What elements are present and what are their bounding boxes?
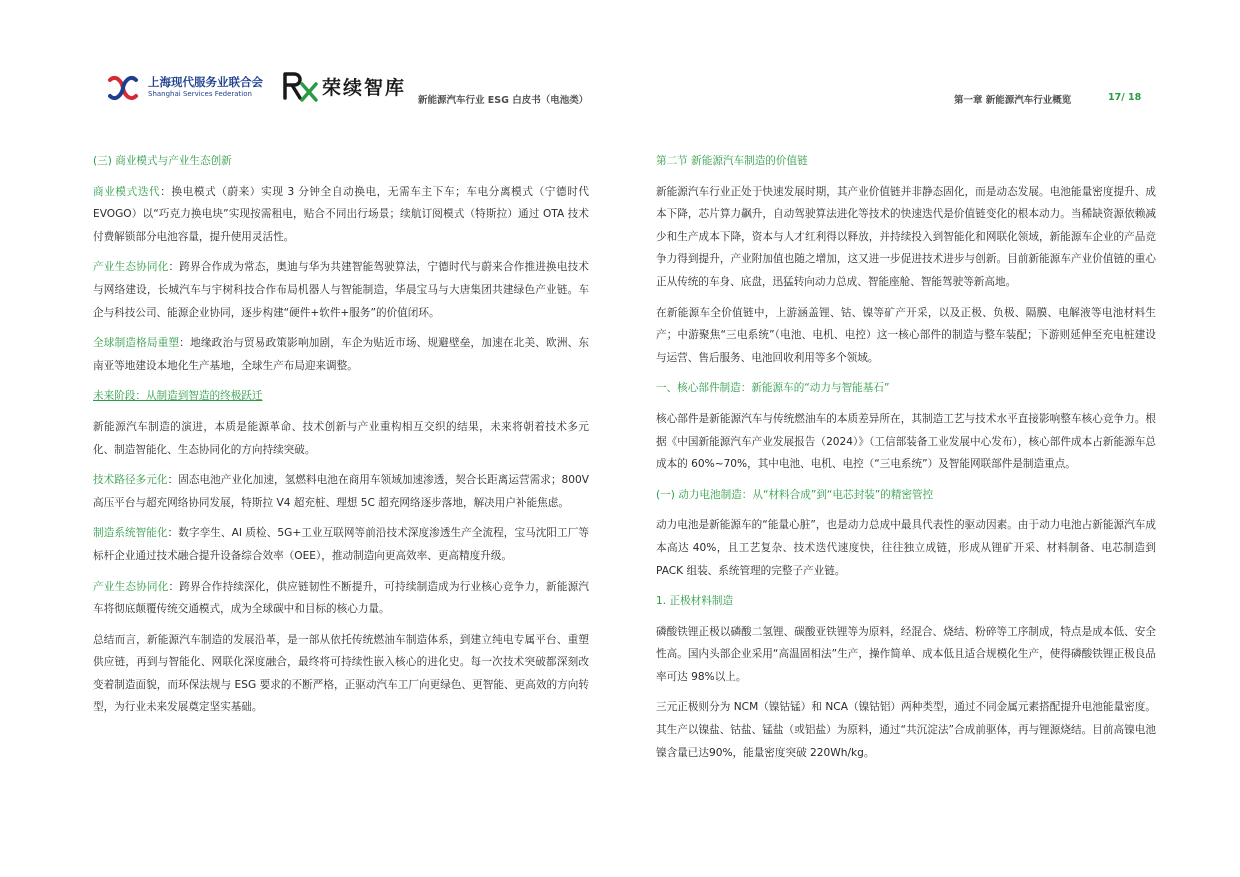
- paragraph: [93, 469, 589, 514]
- section-heading: (三) 商业模式与产业生态创新: [93, 155, 232, 167]
- paragraph: 总结而言，新能源汽车制造的发展沿革，是一部从依托传统燃油车制造体系，到建立纯电专属平台、重塑供应链，再到与智能化、网联化深度融合，最终将可持续性嵌入核心的进化史。每一次技术突破都深刻改变着制造面貌，而环保法规与 ESG 要求的不断严格，正驱动汽车工厂向更绿色、更智能、更高效的方向转型，为行业未来发展奠定坚实基础。: [93, 633, 589, 714]
- paragraph: 三元正极则分为 NCM（镍钴锰）和 NCA（镍钴铝）两种类型，通过不同金属元素搭配提升电池能量密度。其生产以镍盐、钴盐、锰盐（或铝盐）为原料，通过“共沉淀法”合成前驱体，再与锂源烧结。目前高镍电池镍含量已达90%，能量密度突破 220Wh/kg。: [656, 701, 1156, 759]
- paragraph: [93, 332, 589, 377]
- paragraph-text: ：地缘政治与贸易政策影响加剧，车企为贴近市场、规避壁垒，加速在北美、欧洲、东南亚等地建设本地化生产基地，全球生产布局迎来调整。: [93, 337, 589, 372]
- page-header: [0, 0, 1240, 120]
- paragraph-label: 商业模式迭代: [93, 185, 161, 198]
- paragraph-text: ：数字孪生、AI 质检、5G+工业互联网等前沿技术深度渗透生产全流程，宝马沈阳工厂等标杆企业通过技术融合提升设备综合效率（OEE），推动制造向更高效率、更高精度升级。: [93, 527, 590, 562]
- paragraph: [93, 576, 589, 621]
- paragraph: 动力电池是新能源车的“能量心脏”，也是动力总成中最具代表性的驱动因素。由于动力电池占新能源汽车成本高达 40%，且工艺复杂、技术迭代速度快，往往独立成链，形成从锂矿开采、材料制备、电芯制造到 PACK 组装、系统管理的完整子产业链。: [656, 519, 1156, 577]
- federation-name-en: Shanghai Services Federation: [148, 90, 252, 98]
- rongxu-think-tank-logo: [282, 70, 412, 104]
- paragraph: [93, 256, 589, 324]
- paragraph: 新能源汽车行业正处于快速发展时期，其产业价值链并非静态固化，而是动态发展。电池能量密度提升、成本下降，芯片算力飙升，自动驾驶算法进化等技术的快速迭代是价值链变化的根本动力。当稀缺资源依赖减少和生产成本下降，资本与人才红利得以释放，并持续投入到智能化和网联化领域，新能源车企业的产品竞争力得到提升，产业附加值也随之增加，这又进一步促进技术进步与创新。目前新能源车产业价值链的重心正从传统的车身、底盘，迅猛转向动力总成、智能座舱、智能驾驶等新高地。: [656, 185, 1156, 288]
- sub-heading: 1. 正极材料制造: [656, 595, 734, 608]
- paragraph: 在新能源车全价值链中，上游涵盖锂、钴、镍等矿产开采，以及正极、负极、隔膜、电解液等电池材料生产；中游聚焦“三电系统”（电池、电机、电控）这一核心部件的制造与整车装配；下游则延伸至充电桩建设与运营、售后服务、电池回收利用等多个领域。: [656, 306, 1156, 364]
- federation-emblem-icon: [106, 74, 140, 102]
- paragraph: [93, 522, 589, 567]
- federation-name-cn: 上海现代服务业联合会: [148, 75, 263, 89]
- page-number: 17/ 18: [1108, 92, 1142, 103]
- document-title: 新能源汽车行业 ESG 白皮书（电池类）: [418, 95, 589, 106]
- paragraph-text: ：换电模式（蔚来）实现 3 分钟全自动换电，无需车主下车；车电分离模式（宁德时代 EVOGO）以“巧克力换电块”实现按需租电，贴合不同出行场景；续航订阅模式（特斯拉）通过 OTA 技术付费解锁部分电池容量，提升使用灵活性。: [93, 185, 589, 243]
- right-column: [656, 150, 1156, 772]
- paragraph-label: 技术路径多元化: [93, 474, 168, 487]
- section-heading: 第二节 新能源汽车制造的价值链: [656, 155, 808, 167]
- paragraph-text: ：跨界合作成为常态，奥迪与华为共建智能驾驶算法，宁德时代与蔚来合作推进换电技术与网络建设，长城汽车与宇树科技合作布局机器人与智能制造，华晨宝马与大唐集团共建绿色产业链。车企与科技公司、能源企业协同，逐步构建“硬件+软件+服务”的价值闭环。: [93, 261, 590, 319]
- left-column: [93, 150, 589, 727]
- paragraph: [93, 181, 589, 249]
- paragraph-text: ：固态电池产业化加速，氢燃料电池在商用车领域加速渗透，契合长距离运营需求；800V 高压平台与超充网络协同发展，特斯拉 V4 超充桩、理想 5C 超充网络逐步落地，解决用户补能焦虑。: [93, 474, 590, 509]
- shanghai-services-federation-logo: [106, 72, 266, 104]
- sub-heading: 一、核心部件制造：新能源车的“动力与智能基石”: [656, 382, 890, 395]
- paragraph-label: 全球制造格局重塑: [93, 337, 180, 350]
- future-stage-heading: 未来阶段：从制造到智造的终极跃迁: [93, 390, 263, 403]
- chapter-title: 第一章 新能源汽车行业概览: [954, 95, 1072, 106]
- rx-monogram-icon: [282, 70, 318, 102]
- paragraph: 新能源汽车制造的演进，本质是能源革命、技术创新与产业重构相互交织的结果，未来将朝着技术多元化、制造智能化、生态协同化的方向持续突破。: [93, 420, 589, 456]
- paragraph-label: 产业生态协同化: [93, 261, 169, 274]
- paragraph-label: 制造系统智能化: [93, 527, 168, 540]
- paragraph: 磷酸铁锂正极以磷酸二氢锂、碳酸亚铁锂等为原料，经混合、烧结、粉碎等工序制成，特点是成本低、安全性高。国内头部企业采用“高温固相法”生产，操作简单、成本低且适合规模化生产，使得磷酸铁锂正极良品率可达 98%以上。: [656, 625, 1156, 683]
- paragraph-label: 产业生态协同化: [93, 580, 169, 593]
- paragraph-text: ：跨界合作持续深化，供应链韧性不断提升，可持续制造成为行业核心竞争力，新能源汽车将彻底颠覆传统交通模式，成为全球碳中和目标的核心力量。: [93, 580, 590, 616]
- sub-heading: (一) 动力电池制造：从“材料合成”到“电芯封装”的精密管控: [656, 488, 934, 501]
- paragraph: 核心部件是新能源汽车与传统燃油车的本质差异所在，其制造工艺与技术水平直接影响整车核心竞争力。根据《中国新能源汽车产业发展报告（2024）》（工信部装备工业发展中心发布），核心部件成本占新能源车总成本的 60%~70%，其中电池、电机、电控（“三电系统”）及智能网联部件是制造重点。: [656, 412, 1156, 471]
- think-tank-name: 荣续智库: [322, 77, 407, 99]
